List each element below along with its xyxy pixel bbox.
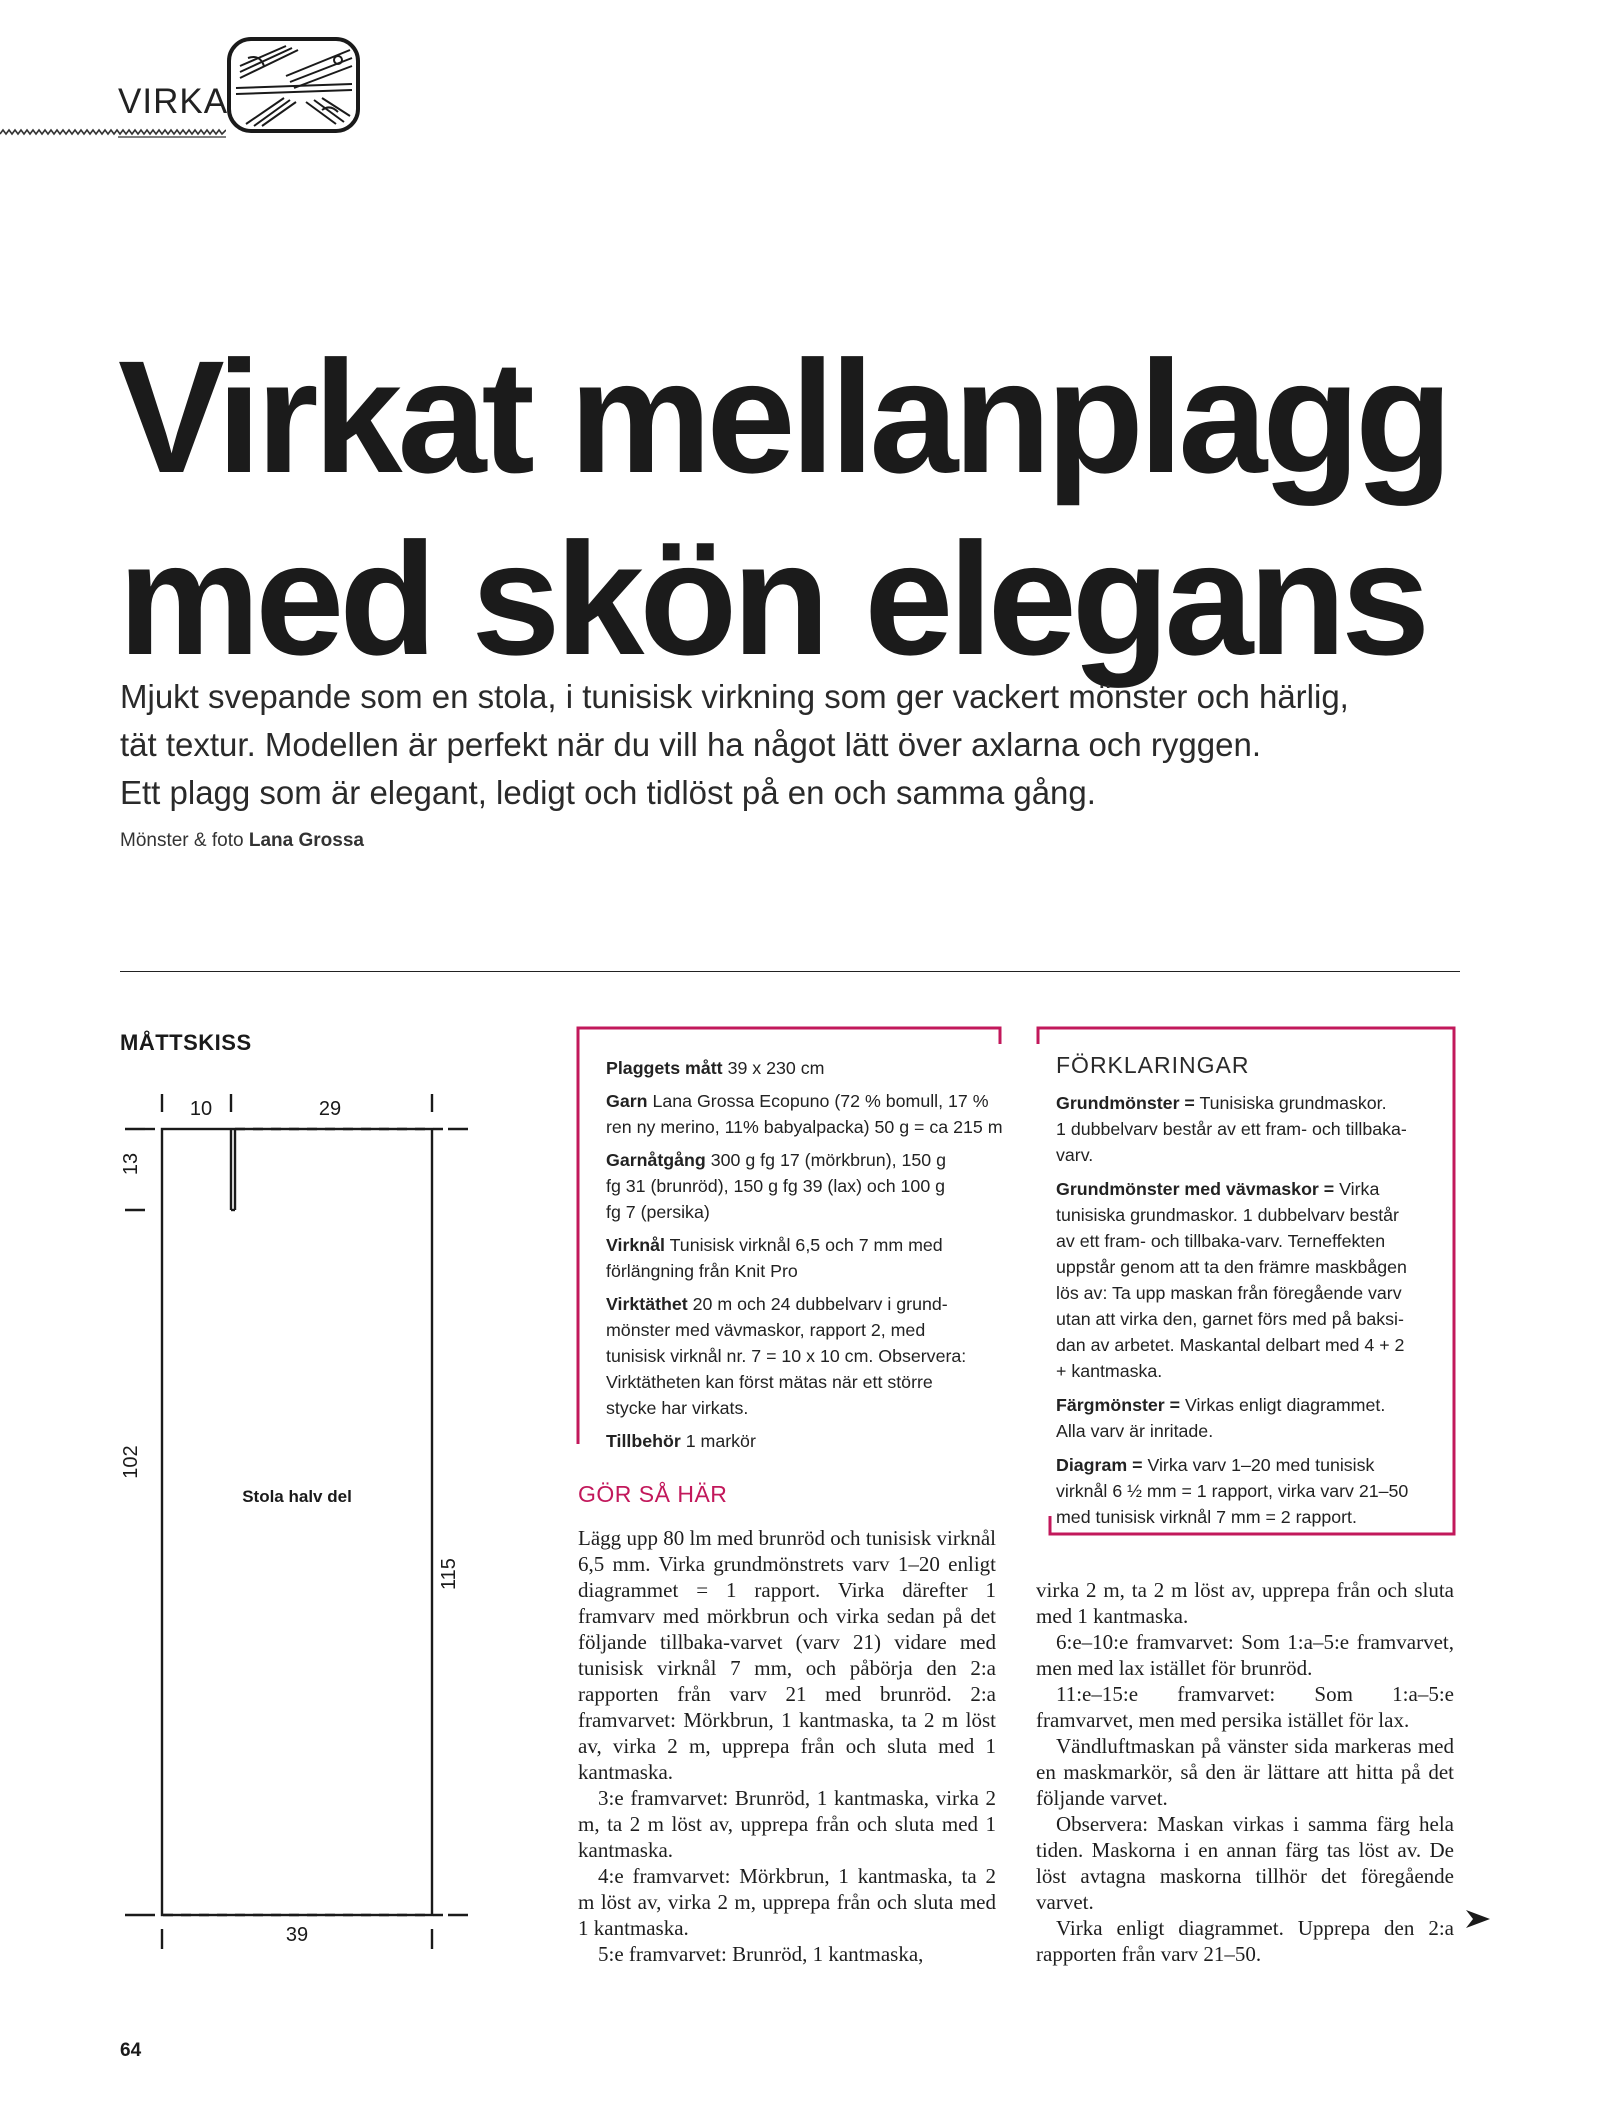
info-size: [606, 1055, 1011, 1081]
instruction-paragraph: virka 2 m, ta 2 m löst av, upprepa från och sluta med 1 kantmaska.: [1036, 1578, 1454, 1628]
info-accessories-value: 1 markör: [685, 1431, 756, 1451]
measurement-sketch: [115, 1080, 495, 1960]
credit-label: Mönster & foto: [120, 830, 244, 851]
info-accessories-label: Tillbehör: [606, 1431, 681, 1451]
instruction-paragraph: Lägg upp 80 lm med brunröd och tunisisk virknål 6,5 mm. Virka grundmönstrets varv 1–20 enligt diagrammet = 1 rapport. Virka därefter 1 framvarv med mörkbrun och virka sedan på det följande tillbaka-varvet (varv 21) vidare med tunisisk virknål 7 mm, och påbörja den 2:a rapporten från varv 21 med brunröd. 2:a framvarvet: Mörkbrun, 1 kantmaska, ta 2 m löst av, virka 2 m, upprepa från och sluta med 1 kantmaska.: [578, 1526, 996, 1784]
info-hook-value-1: Tunisisk virknål 6,5 och 7 mm med: [669, 1235, 943, 1255]
intro-line-1: Mjukt svepande som en stola, i tunisisk virkning som ger vackert mönster och härlig,: [120, 678, 1349, 715]
info-consumption-value-3: fg 7 (persika): [606, 1202, 710, 1222]
info-size-label: Plaggets mått: [606, 1058, 723, 1078]
info-accessories: [606, 1428, 1011, 1454]
instruction-paragraph: Observera: Maskan virkas i samma färg hela tiden. Maskorna i en annan färg tas löst av. De löst avtagna maskorna tillhör det föregående varvet.: [1036, 1812, 1454, 1914]
info-consumption-label: Garnåtgång: [606, 1150, 706, 1170]
arrow-right-icon: [1466, 1910, 1490, 1928]
instruction-paragraph: Virka enligt diagrammet. Upprepa den 2:a rapporten från varv 21–50.: [1036, 1916, 1454, 1966]
info-hook-value-2: förlängning från Knit Pro: [606, 1261, 798, 1281]
sketch-center-label: Stola halv del: [242, 1487, 352, 1506]
title-line-1: Virkat mellanplagg: [118, 327, 1448, 506]
section-label: VIRKA: [118, 82, 229, 121]
intro-line-2: tät textur. Modellen är perfekt när du vill ha något lätt över axlarna och ryggen.: [120, 726, 1261, 763]
page-title: [118, 326, 1518, 690]
info-gauge-label: Virktäthet: [606, 1294, 688, 1314]
info-hook-label: Virknål: [606, 1235, 665, 1255]
info-consumption-value-2: fg 31 (brunröd), 150 g fg 39 (lax) och 100 g: [606, 1176, 946, 1196]
explanation-weave-text-3: av ett fram- och tillbaka-varv. Terneffekten: [1056, 1231, 1386, 1251]
explanation-basic-text-2: 1 dubbelvarv består av ett fram- och tillbaka-: [1056, 1119, 1407, 1139]
explanation-weave-text-1: Virka: [1339, 1179, 1380, 1199]
yarn-ball-icon: [226, 36, 361, 134]
explanation-weave-text-7: dan av arbetet. Maskantal delbart med 4 + 2: [1056, 1335, 1405, 1355]
info-gauge: [606, 1291, 1011, 1421]
intro-text: [120, 673, 1510, 817]
explanation-weave-text-5: lös av: Ta upp maskan från föregående varv: [1056, 1283, 1402, 1303]
page-number: 64: [120, 2040, 142, 2061]
zigzag-divider: [0, 128, 226, 138]
instruction-paragraph: 6:e–10:e framvarvet: Som 1:a–5:e framvarvet, men med lax istället för brunröd.: [1036, 1630, 1454, 1680]
dim-bottom: 39: [285, 1924, 309, 1946]
info-yarn-value-1: Lana Grossa Ecopuno (72 % bomull, 17 %: [652, 1091, 989, 1111]
explanation-diagram-text-1: Virka varv 1–20 med tunisisk: [1147, 1455, 1375, 1475]
info-gauge-value-4: Virktätheten kan först mätas när ett större: [606, 1372, 933, 1392]
instruction-paragraph: 3:e framvarvet: Brunröd, 1 kantmaska, virka 2 m, ta 2 m löst av, upprepa från och sluta med 1 kantmaska.: [578, 1786, 996, 1862]
credit-name: Lana Grossa: [248, 830, 364, 851]
explanation-color-text-1: Virkas enligt diagrammet.: [1184, 1395, 1386, 1415]
info-gauge-value-5: stycke har virkats.: [606, 1398, 749, 1418]
explanation-weave: [1056, 1176, 1441, 1384]
dim-right: 115: [438, 1558, 460, 1590]
explanation-diagram-text-2: virknål 6 ½ mm = 1 rapport, virka varv 21–50: [1056, 1481, 1409, 1501]
credit-line: [120, 830, 364, 852]
explanation-basic-text-1: Tunisiska grundmaskor.: [1199, 1093, 1387, 1113]
sketch-heading: MÅTTSKISS: [120, 1030, 252, 1055]
explanation-diagram-text-3: med tunisisk virknål 7 mm = 2 rapport.: [1056, 1507, 1357, 1527]
explanation-color-text-2: Alla varv är inritade.: [1056, 1421, 1214, 1441]
dim-left-lower: 102: [120, 1445, 142, 1479]
explanation-weave-text-4: uppstår genom att ta den främre maskbågen: [1056, 1257, 1407, 1277]
dim-left-upper: 13: [120, 1152, 142, 1176]
info-consumption-value-1: 300 g fg 17 (mörkbrun), 150 g: [710, 1150, 946, 1170]
title-line-2: med skön elegans: [118, 509, 1426, 688]
dim-top-left: 10: [189, 1098, 213, 1120]
instructions-column-2: [1036, 1577, 1454, 1967]
explanation-basic-text-3: varv.: [1056, 1145, 1094, 1165]
explanation-diagram: [1056, 1452, 1441, 1530]
instruction-paragraph: 4:e framvarvet: Mörkbrun, 1 kantmaska, ta 2 m löst av, virka 2 m, upprepa från och sluta med 1 kantmaska.: [578, 1864, 996, 1940]
info-yarn-value-2: ren ny merino, 11% babyalpacka) 50 g = ca 215 m: [606, 1117, 1003, 1137]
instruction-paragraph: Vändluftmaskan på vänster sida markeras med en maskmarkör, så den är lättare att hitta på det följande varvet.: [1036, 1734, 1454, 1810]
info-size-value: 39 x 230 cm: [727, 1058, 825, 1078]
info-gauge-value-1: 20 m och 24 dubbelvarv i grund-: [692, 1294, 948, 1314]
materials-info: [606, 1055, 1011, 1461]
explanation-weave-text-2: tunisiska grundmaskor. 1 dubbelvarv består: [1056, 1205, 1399, 1225]
info-consumption: [606, 1147, 1011, 1225]
instructions-column-1: [578, 1525, 996, 1967]
info-gauge-value-2: mönster med vävmaskor, rapport 2, med: [606, 1320, 926, 1340]
explanations-list: [1056, 1090, 1441, 1538]
section-divider: [120, 971, 1460, 972]
explanation-diagram-label: Diagram =: [1056, 1455, 1143, 1475]
info-yarn-label: Garn: [606, 1091, 648, 1111]
instructions-title: GÖR SÅ HÄR: [578, 1481, 728, 1507]
explanation-weave-text-6: utan att virka den, garnet förs med på baksi-: [1056, 1309, 1404, 1329]
explanations-title: FÖRKLARINGAR: [1056, 1052, 1250, 1078]
explanation-weave-label: Grundmönster med vävmaskor =: [1056, 1179, 1335, 1199]
explanation-basic-label: Grundmönster =: [1056, 1093, 1195, 1113]
info-gauge-value-3: tunisisk virknål nr. 7 = 10 x 10 cm. Observera:: [606, 1346, 967, 1366]
intro-line-3: Ett plagg som är elegant, ledigt och tidlöst på en och samma gång.: [120, 774, 1096, 811]
info-yarn: [606, 1088, 1011, 1140]
instruction-paragraph: 11:e–15:e framvarvet: Som 1:a–5:e framvarvet, men med persika istället för lax.: [1036, 1682, 1454, 1732]
info-hook: [606, 1232, 1011, 1284]
explanation-basic: [1056, 1090, 1441, 1168]
explanation-weave-text-8: + kantmaska.: [1056, 1361, 1163, 1381]
explanation-color: [1056, 1392, 1441, 1444]
explanation-color-label: Färgmönster =: [1056, 1395, 1181, 1415]
instruction-paragraph: 5:e framvarvet: Brunröd, 1 kantmaska,: [598, 1942, 924, 1966]
dim-top-right: 29: [318, 1098, 342, 1120]
